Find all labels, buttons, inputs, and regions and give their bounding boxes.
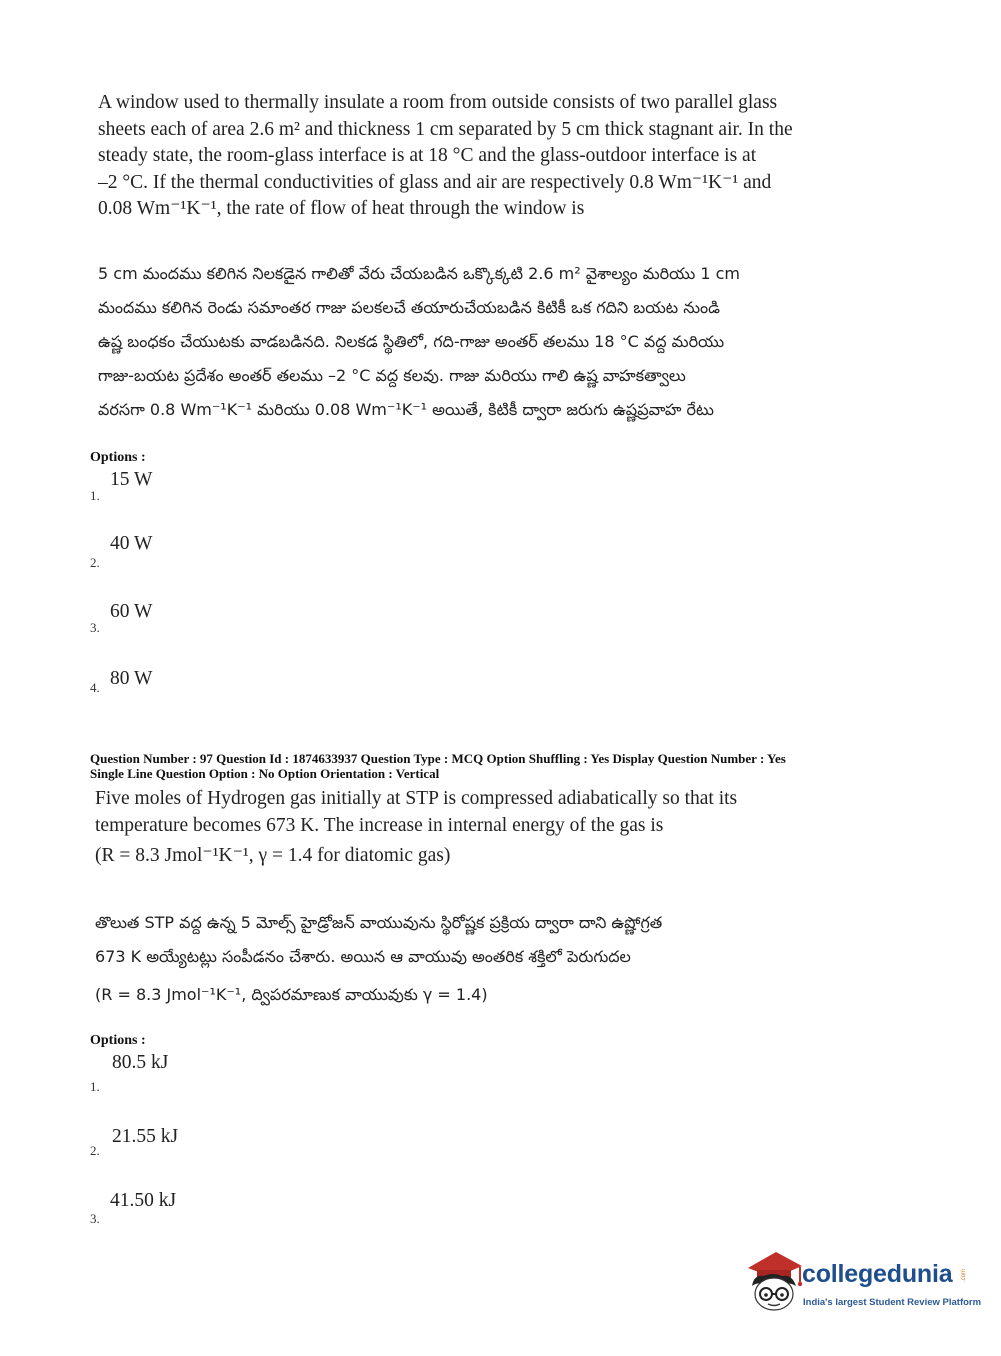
q97-english-text	[95, 786, 875, 870]
q96-options-label: Options :	[90, 450, 146, 465]
q96-en-line: 0.08 Wm⁻¹K⁻¹, the rate of flow of heat through the window is	[98, 198, 585, 219]
q96-option-4-text[interactable]: 80 W	[110, 668, 153, 689]
q96-option-1-text[interactable]: 15 W	[110, 469, 153, 490]
q96-te-line: వరసగా 0.8 Wm⁻¹K⁻¹ మరియు 0.08 Wm⁻¹K⁻¹ అయితే, కిటికీ ద్వారా జరుగు ఉష్ణప్రవాహ రేటు	[98, 400, 714, 419]
q97-meta	[90, 751, 786, 781]
q96-option-3-number: 3.	[90, 620, 100, 635]
q97-option-1-number: 1.	[90, 1079, 100, 1094]
q96-option-2-number: 2.	[90, 555, 100, 570]
logo-brand-name: collegedunia	[802, 1260, 953, 1288]
q96-english-text	[98, 90, 878, 223]
q96-en-line: A window used to thermally insulate a room from outside consists of two parallel glass	[98, 92, 778, 113]
logo-tagline: India's largest Student Review Platform	[803, 1297, 982, 1308]
q97-option-2-number: 2.	[90, 1143, 100, 1158]
q97-meta-line: Single Line Question Option : No Option Orientation : Vertical	[90, 766, 440, 781]
q97-option-3-text[interactable]: 41.50 kJ	[110, 1190, 177, 1211]
q97-en-line: Five moles of Hydrogen gas initially at STP is compressed adiabatically so that its	[95, 788, 738, 809]
q97-en-line: temperature becomes 673 K. The increase in internal energy of the gas is	[95, 814, 664, 836]
q96-telugu-text	[98, 257, 898, 427]
q96-en-line: steady state, the room-glass interface is at 18 °C and the glass-outdoor interface is at	[98, 145, 757, 166]
collegedunia-logo[interactable]	[742, 1248, 982, 1318]
q96-en-line: sheets each of area 2.6 m² and thickness 1 cm separated by 5 cm thick stagnant air. In the	[98, 118, 793, 140]
q97-option-1-text[interactable]: 80.5 kJ	[112, 1052, 169, 1073]
mascot-icon	[742, 1248, 804, 1314]
q97-en-line: (R = 8.3 Jmol⁻¹K⁻¹, γ = 1.4 for diatomic gas)	[95, 845, 451, 866]
logo-com-suffix: .com	[961, 1269, 967, 1283]
q96-te-line: మందము కలిగిన రెండు సమాంతర గాజు పలకలచే తయారుచేయబడిన కిటికీ ఒక గదిని బయట నుండి	[98, 298, 720, 317]
q96-option-4-number: 4.	[90, 680, 100, 695]
q97-option-3-number: 3.	[90, 1211, 100, 1226]
q97-meta-line: Question Number : 97 Question Id : 1874633937 Question Type : MCQ Option Shuffling : Yes Display Question Number : Yes	[90, 751, 786, 766]
q97-te-line: తొలుత STP వద్ద ఉన్న 5 మోల్స్ హైడ్రోజన్ వాయువును స్థిరోష్ణక ప్రక్రియ ద్వారా దాని ఉష్ణోగ్రత	[95, 913, 663, 932]
q96-te-line: గాజు-బయట ప్రదేశం అంతర్ తలము –2 °C వద్ద కలవు. గాజు మరియు గాలి ఉష్ణ వాహకత్వాలు	[98, 366, 686, 385]
q96-option-1-number: 1.	[90, 488, 100, 503]
q97-te-line: (R = 8.3 Jmol⁻¹K⁻¹, ద్విపరమాణుక వాయువుకు γ = 1.4)	[95, 985, 488, 1004]
q96-option-2-text[interactable]: 40 W	[110, 533, 153, 554]
q97-telugu-text	[95, 906, 895, 1012]
q97-option-2-text[interactable]: 21.55 kJ	[112, 1126, 179, 1147]
q96-te-line: ఉష్ణ బంధకం చేయుటకు వాడబడినది. నిలకడ స్థితిలో, గది-గాజు అంతర్ తలము 18 °C వద్ద మరియు	[98, 332, 725, 351]
q97-te-line: 673 K అయ్యేటట్లు సంపీడనం చేశారు. అయిన ఆ వాయువు అంతరిక శక్తిలో పెరుగుదల	[95, 947, 631, 966]
q96-en-line: –2 °C. If the thermal conductivities of glass and air are respectively 0.8 Wm⁻¹K⁻¹ and	[98, 171, 772, 193]
q96-option-3-text[interactable]: 60 W	[110, 601, 153, 622]
q96-te-line: 5 cm మందము కలిగిన నిలకడైన గాలితో వేరు చేయబడిన ఒక్కొక్కటి 2.6 m² వైశాల్యం మరియు 1 cm	[98, 264, 740, 283]
q97-options-label: Options :	[90, 1033, 146, 1048]
